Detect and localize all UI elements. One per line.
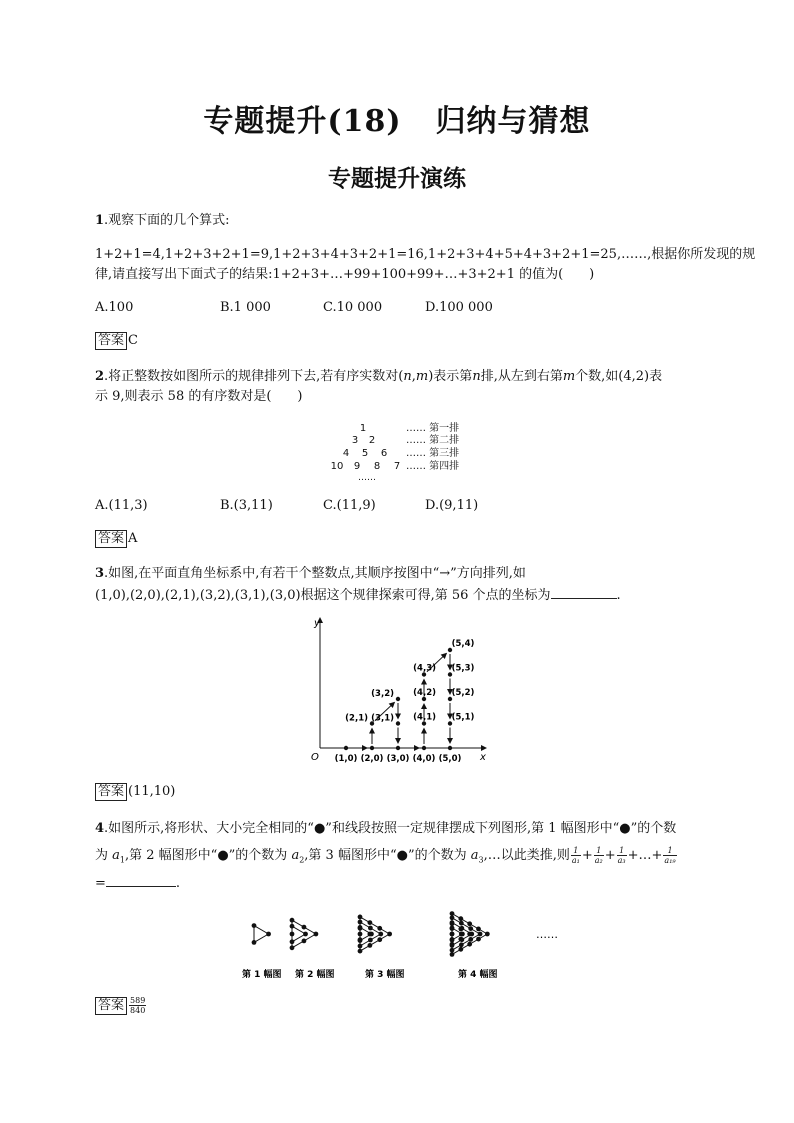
q4-equals: = (95, 876, 106, 891)
pattern-dot (458, 937, 463, 942)
q1-text-a: .观察下面的几个算式: (104, 213, 230, 228)
point-label: (4,3) (413, 663, 436, 674)
q4-text-c-line (95, 872, 180, 894)
pattern-dot (450, 921, 455, 926)
q2-var-m2: m (562, 369, 576, 384)
pattern-dot (302, 925, 307, 930)
q3-text-end: . (616, 588, 621, 603)
pattern-dot (458, 947, 463, 952)
point-label: (4,0) (412, 754, 436, 764)
pattern-dot (358, 915, 363, 920)
pattern-dot (468, 926, 473, 931)
pattern-dot (468, 937, 473, 942)
tri-row-label: …… 第三排 (406, 448, 460, 459)
pattern-dot (358, 926, 363, 931)
q4-text-b4: ,…以此类推,则 (483, 848, 570, 863)
q4-stem (95, 819, 676, 839)
frac-num: 1 (617, 846, 627, 856)
pattern-dot (252, 923, 257, 928)
q3-answer-blank (551, 584, 617, 599)
q1-option-d: D.100 000 (425, 300, 493, 315)
pattern-segment (254, 926, 269, 934)
origin-label: O (311, 752, 319, 763)
q3-coordinate-figure (300, 612, 500, 772)
pattern-dot (467, 932, 472, 937)
q2-number-triangle-figure (320, 420, 480, 486)
tri-num: 9 (353, 461, 361, 472)
lattice-point (370, 746, 374, 750)
pattern-dot (450, 952, 455, 957)
q4-text-b3: ,第 3 幅图形中“●”的个数为 (304, 848, 471, 863)
q1-option-c: C.10 000 (323, 300, 383, 315)
pattern-dot (458, 916, 463, 921)
pattern-dot (377, 937, 382, 942)
q3-text-b-line (95, 584, 621, 606)
tri-row-label: …… 第四排 (406, 461, 460, 472)
point-label: (5,2) (451, 688, 475, 698)
tri-num: 10 (330, 461, 344, 472)
q2-number: 2 (95, 369, 105, 384)
q4-answer-blank (106, 872, 176, 887)
q1-option-a: A.100 (95, 300, 134, 315)
lattice-point (422, 746, 426, 750)
pattern-dot (358, 937, 363, 942)
x-axis-label: x (480, 752, 486, 763)
caption-3: 第 3 幅图 (365, 970, 405, 980)
pattern-dot (266, 932, 271, 937)
pattern-segment (452, 918, 480, 934)
answer-num: 589 (130, 996, 146, 1005)
q4-frac-1 (571, 846, 581, 865)
q1-answer (95, 332, 138, 350)
q1-answer-label: 答案 (95, 332, 127, 350)
q1-option-b: B.1 000 (220, 300, 271, 315)
pattern-dot (459, 921, 464, 926)
frac-den: a₁ (571, 856, 580, 865)
q2-text-a2: )表示第 (428, 369, 473, 384)
q4-text-b-line (95, 844, 678, 873)
pattern-dot (358, 949, 363, 954)
caption-1: 第 1 幅图 (242, 970, 282, 980)
pattern-dot (367, 920, 372, 925)
point-label: (5,4) (451, 639, 475, 649)
tri-num: 5 (361, 448, 369, 459)
pattern-dot (387, 932, 392, 937)
q1-number: 1 (95, 213, 105, 228)
q1-answer-value: C (128, 333, 138, 348)
tri-continuation: …… (358, 473, 376, 483)
q1-text-b: 1+2+1=4,1+2+3+2+1=9,1+2+3+4+3+2+1=16,1+2+3+4+5+4+3+2+1=25,……,根据你所发现的规 (95, 247, 756, 262)
q4-answer-label: 答案 (95, 997, 127, 1015)
q4-number: 4 (95, 821, 105, 836)
plus-ellipsis: +…+ (627, 848, 663, 863)
tri-num: 1 (359, 423, 367, 434)
q3-answer-value: (11,10) (128, 784, 176, 799)
q2-text-a4: 个数,如(4,2)表 (575, 369, 663, 384)
caption-4: 第 4 幅图 (458, 970, 498, 980)
q2-option-a: A.(11,3) (95, 498, 148, 513)
pattern-dot (378, 932, 383, 937)
pattern-dot (467, 942, 472, 947)
q4-text-b2: ,第 2 幅图形中“●”的个数为 (125, 848, 292, 863)
q4-text-a: .如图所示,将形状、大小完全相同的“●”和线段按照一定规律摆成下列图形,第 1 幅图形中“●”的个数 (104, 821, 677, 836)
pattern-segment (254, 934, 269, 942)
q4-frac-2 (594, 846, 604, 865)
pattern-dot (314, 932, 319, 937)
pattern-dot (450, 932, 455, 937)
tri-num: 8 (373, 461, 381, 472)
answer-den: 840 (130, 1006, 146, 1015)
pattern-dot (290, 932, 295, 937)
q3-number: 3 (95, 566, 105, 581)
q2-text-a1: .将正整数按如图所示的规律排列下去,若有序实数对( (104, 369, 404, 384)
q4-var-a2-sub: 2 (299, 855, 305, 865)
lattice-point (448, 746, 452, 750)
q2-text-b: 示 9,则表示 58 的有序数对是( ) (95, 389, 303, 404)
point-label: (4,1) (413, 712, 436, 723)
pattern-dot (368, 926, 373, 931)
point-label: (4,2) (413, 688, 436, 698)
q4-var-a3: a (470, 848, 479, 863)
plus-sign: + (581, 848, 593, 863)
pattern-dot (290, 918, 295, 923)
frac-num: 1 (594, 846, 604, 856)
pattern-shapes (252, 911, 490, 957)
frac-num: 1 (571, 846, 581, 856)
q3-answer-label: 答案 (95, 783, 127, 801)
pattern-dot (478, 932, 483, 937)
q4-text-end: . (175, 876, 181, 891)
pattern-dot (458, 927, 463, 932)
pattern-dot (476, 937, 481, 942)
pattern-dot (367, 943, 372, 948)
point-label: (5,3) (451, 663, 475, 674)
q4-var-a1-sub: 1 (119, 855, 125, 865)
pattern-dot (459, 932, 464, 937)
pattern-dot (450, 942, 455, 947)
caption-2: 第 2 幅图 (295, 970, 335, 980)
q2-comma: , (411, 369, 416, 384)
lattice-point (396, 721, 400, 725)
tri-num: 4 (342, 448, 350, 459)
tri-num: 2 (368, 435, 376, 446)
tri-num: 7 (393, 461, 401, 472)
q2-answer-label: 答案 (95, 530, 127, 548)
pattern-dot (290, 945, 295, 950)
pattern-segment (360, 934, 390, 951)
q2-var-m: m (415, 369, 429, 384)
point-label: (2,0) (360, 754, 384, 764)
frac-den: a₃ (617, 856, 626, 865)
pattern-dot (252, 940, 257, 945)
plus-sign: + (604, 848, 616, 863)
point-label: (3,0) (386, 754, 410, 764)
tri-row-label: …… 第一排 (406, 423, 460, 434)
q4-frac-3 (617, 846, 627, 865)
q2-option-b: B.(3,11) (220, 498, 273, 513)
q2-option-c: C.(11,9) (323, 498, 376, 513)
q4-var-a1: a (112, 848, 120, 863)
point-label: (3,1) (371, 713, 394, 724)
q2-answer (95, 530, 137, 548)
pattern-dot (367, 932, 372, 937)
pattern-dot (377, 926, 382, 931)
lattice-point (396, 697, 400, 701)
point-label: (5,1) (451, 712, 475, 723)
pattern-dot (302, 939, 307, 944)
lattice-point (344, 746, 348, 750)
q2-stem (95, 367, 662, 387)
q2-var-n: n (403, 369, 412, 384)
q3-text-b: (1,0),(2,0),(2,1),(3,2),(3,1),(3,0)根据这个规律探索可得,第 56 个点的坐标为 (95, 588, 551, 603)
pattern-dot (368, 938, 373, 943)
q2-answer-value: A (128, 531, 138, 546)
pattern-segment (360, 917, 390, 934)
page-subtitle: 专题提升演练 (328, 165, 466, 192)
point-label: (3,2) (371, 689, 394, 699)
q2-text-a3: 排,从左到右第 (480, 369, 563, 384)
q4-text-b1: 为 (95, 848, 113, 863)
pattern-continuation: …… (536, 928, 558, 941)
lattice-point (396, 746, 400, 750)
pattern-dot (450, 911, 455, 916)
pattern-segment (452, 934, 480, 950)
pattern-dot (467, 921, 472, 926)
q4-var-a2: a (291, 848, 300, 863)
frac-den: a₂ (594, 856, 603, 865)
pattern-dot (476, 927, 481, 932)
q1-text-c: 律,请直接写出下面式子的结果:1+2+3+…+99+100+99+…+3+2+1 的值为( ) (95, 267, 595, 282)
page-title (0, 96, 794, 140)
tri-num: 6 (380, 448, 388, 459)
points-group (335, 639, 475, 764)
pattern-dot (303, 932, 308, 937)
y-axis-label: y (314, 618, 320, 629)
point-label: (2,1) (345, 713, 368, 724)
tri-row-label: …… 第二排 (406, 435, 460, 446)
pattern-dot (459, 942, 464, 947)
point-label: (1,0) (334, 754, 358, 764)
point-label: (5,0) (438, 754, 462, 764)
title-part1: 专题提升(18) (203, 104, 402, 139)
q1-stem (95, 211, 230, 231)
q4-frac-19 (663, 846, 676, 865)
q4-answer-fraction (129, 996, 146, 1015)
q4-var-a3-sub: 3 (478, 855, 484, 865)
q3-stem (95, 564, 526, 584)
frac-num: 1 (663, 846, 676, 856)
frac-den: a₁₉ (664, 856, 676, 865)
tri-num: 3 (351, 435, 359, 446)
q2-var-n2: n (472, 369, 481, 384)
q4-answer (95, 996, 147, 1015)
q2-option-d: D.(9,11) (425, 498, 479, 513)
pattern-dot (485, 932, 490, 937)
q3-answer (95, 783, 175, 801)
q4-dot-pattern-figure (240, 900, 570, 982)
title-part2: 归纳与猜想 (435, 104, 591, 139)
q3-text-a: .如图,在平面直角坐标系中,有若干个整数点,其顺序按图中“→”方向排列,如 (104, 566, 526, 581)
